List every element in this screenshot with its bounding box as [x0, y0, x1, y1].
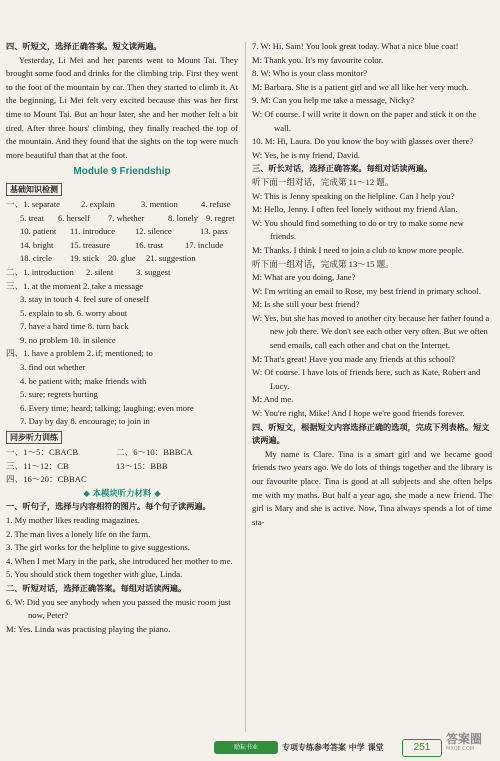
dialog-line: W: Of course. I have lots of friends here, such as Kate, Robert and Lucy.: [252, 367, 481, 391]
vocab-cell: 8. lonely: [168, 212, 199, 223]
dialog-line: W: This is Jenny speaking on the helpline. Can I help you?: [252, 190, 455, 201]
sec4b-line: 3. find out whether: [20, 362, 86, 373]
sec3-line: 9. no problem 10. in silence: [20, 334, 116, 345]
left-passage: Yesterday, Li Mei and her parents went to Mount Tai. They brought some food and drinks for the climbing trip. First they went to the foot of the mountain by car. Then they started to climb it. At the beginning, Li Mei felt very excited because this was her first time to Mount Tai. But an hour later, she and her mother felt a bit tired. After three hours' climbing, they finally reached the top of the mountain. And they found that the sights on the top were much more beautiful than that at the foot.: [6, 54, 238, 160]
sec2-row: [6, 266, 238, 280]
dialog-line: W: Yes, he is my friend, David.: [252, 149, 361, 160]
vocab-cell: 18. circle: [20, 253, 52, 264]
sec2-cell: 3. suggest: [136, 266, 171, 277]
sec1-line: 5. You should stick them together with glue, Linda.: [6, 569, 183, 580]
watermark-big: 答案圈: [446, 732, 483, 746]
sec2-cell: 二、1. introduction: [6, 266, 74, 277]
sync-row: [6, 446, 238, 460]
sec1-line: 1. My mother likes reading magazines.: [6, 515, 140, 525]
vocab-cell: 13. pass: [200, 226, 228, 237]
vocab-cell: 一、1. separate: [6, 198, 60, 209]
listening-material-title: ◆ 本模块听力材料 ◆: [83, 487, 161, 498]
dialog-line: 7. W: Hi, Sam! You look great today. What a nice blue coat!: [252, 41, 459, 51]
sec4-title: 四、听短文，根据短文内容选择正确的选项，完成下列表格。短文读两遍。: [252, 421, 490, 446]
vocab-row: [6, 198, 238, 212]
sec3-line: 3. stay in touch 4. feel sure of oneself: [20, 294, 149, 305]
sync-cell: 三、11～12：CB: [6, 460, 69, 471]
sec3-title: 三、听长对话，选择正确答案。每组对话读两遍。: [252, 163, 433, 174]
right-passage: My name is Clare. Tina is a smart girl and we became good friends two years ago. We do lots of things together and the library is our favourite place. Tina is good at all subjects and she often helps me with my maths. But half a year ago, she made a new friend. The girl is Mary and she is active. Now, Tina always spends a lot of time sta-: [252, 448, 492, 527]
vocab-cell: 15. treasure: [70, 239, 111, 250]
page-footer: [0, 732, 500, 761]
sec1-title: 一、听句子，选择与内容相符的图片。每个句子读两遍。: [6, 501, 211, 512]
vocab-cell: 10. patient: [20, 226, 57, 237]
sync-cell: 二、6～10：BBBCA: [116, 447, 193, 458]
vocab-cell: 20. glue: [108, 253, 136, 264]
sec3-intro: 听下面一组对话，完成第 13～15 题。: [252, 258, 394, 269]
vocab-cell: 6. herself: [58, 212, 90, 223]
dialog-line: W: I'm writing an email to Rose, my best friend in primary school.: [252, 285, 481, 296]
dialog-line: M: What are you doing, Jane?: [252, 272, 356, 283]
sec1-line: 2. The man lives a lonely life on the farm.: [6, 528, 151, 539]
dialog-line: 10. M: Hi, Laura. Do you know the boy with glasses over there?: [252, 136, 474, 147]
vocab-cell: 14. bright: [20, 239, 54, 250]
sec2-cell: 2. silent: [86, 266, 114, 277]
sec4b-line: 5. sure; regrets hurting: [20, 389, 98, 400]
vocab-cell: 5. treat: [20, 212, 44, 223]
dialog-line: M: And me.: [252, 394, 294, 405]
dialog-line: M: Barbara. She is a patient girl and we all like her very much.: [252, 81, 469, 92]
sec3-line: 三、1. at the moment 2. take a message: [6, 280, 144, 291]
vocab-cell: 21. suggestion: [146, 253, 196, 264]
column-divider: [245, 42, 246, 732]
vocab-cell: 17. include: [185, 239, 224, 250]
dialog-line: M: Is she still your best friend?: [252, 299, 360, 310]
vocab-cell: 3. mention: [141, 198, 178, 209]
dialog-line: W: You're right, Mike! And I hope we're good friends forever.: [252, 408, 465, 419]
vocab-row: [6, 252, 238, 266]
sync-row: [6, 460, 238, 474]
vocab-cell: 16. trust: [135, 239, 164, 250]
sec3-intro: 听下面一组对话，完成第 11～12 题。: [252, 176, 394, 187]
dialog-line: W: Yes, but she has moved to another city because her father found a new job there. We don't see each other very often. But we often send emails, call each other and chat on the Internet.: [252, 312, 490, 351]
watermark: [446, 732, 500, 760]
sec4b-line: 7. Day by day 8. encourage; to join in: [20, 416, 150, 427]
dialog-line: M: Thank you. It's my favourite color.: [252, 54, 384, 65]
sec3-line: 7. have a hard time 8. turn back: [20, 321, 129, 332]
dialog-line: M: Hello, Jenny. I often feel lonely without my friend Alan.: [252, 204, 458, 215]
sec1-line: 3. The girl works for the helpline to give suggestions.: [6, 542, 190, 553]
dialog-line: 8. W: Who is your class monitor?: [252, 68, 368, 79]
dialog-line: 9. M: Can you help me take a message, Nicky?: [252, 95, 415, 106]
sec2-title: 二、听短对话，选择正确答案。每组对话读两遍。: [6, 582, 187, 593]
vocab-cell: 19. stick: [70, 253, 100, 264]
watermark-small: MXQE.COM: [446, 746, 475, 752]
footer-text: 专项专练参考答案 中学 课堂: [282, 743, 384, 752]
module-title: Module 9 Friendship: [73, 166, 171, 178]
page-number: 251: [402, 739, 442, 757]
vocab-cell: 9. regret: [206, 212, 235, 223]
sec2-line: 6. W: Did you see anybody when you passed the music room just now, Peter?: [6, 596, 231, 621]
vocab-row: [6, 212, 238, 226]
basic-knowledge-tag: 基础知识检测: [6, 183, 62, 196]
sec3-line: 5. explain to sb. 6. worry about: [20, 307, 128, 318]
sec4b-line: 4. be patient with; make friends with: [20, 375, 147, 386]
vocab-cell: 11. introduce: [70, 226, 116, 237]
dialog-line: W: You should find something to do or try to make some new friends.: [252, 217, 464, 242]
sync-cell: 四、16～20：CBBAC: [6, 474, 87, 485]
vocab-cell: 12. silence: [135, 226, 172, 237]
vocab-row: [6, 239, 238, 253]
right-column: [252, 40, 492, 529]
sec4b-line: 四、1. have a problem 2. if; mentioned; to: [6, 348, 153, 359]
vocab-cell: 4. refuse: [201, 198, 231, 209]
sync-row: [6, 473, 238, 487]
sec1-line: 4. When I met Mary in the park, she introduced her mother to me.: [6, 555, 233, 566]
left-sec4-title: 四、听短文，选择正确答案。短文读两遍。: [6, 41, 162, 51]
sec2-line: M: Yes. Linda was practising playing the piano.: [6, 623, 171, 634]
sync-cell: 一、1～5：CBACB: [6, 447, 79, 458]
sec4b-line: 6. Every time; heard; talking; laughing; even more: [20, 402, 194, 413]
sync-cell: 13～15：BBB: [116, 460, 168, 471]
sync-listening-tag: 同步听力训练: [6, 431, 62, 444]
publisher-logo: 励耘书业: [214, 741, 278, 754]
left-column: [6, 40, 238, 636]
dialog-line: W: Of course. I will write it down on the paper and stick it on the wall.: [252, 108, 477, 133]
dialog-line: M: That's great! Have you made any friends at this school?: [252, 353, 455, 364]
vocab-row: [6, 225, 238, 239]
vocab-cell: 7. whether: [108, 212, 145, 223]
vocab-cell: 2. explain: [81, 198, 115, 209]
dialog-line: M: Thanks. I think I need to join a club to know more people.: [252, 244, 465, 255]
